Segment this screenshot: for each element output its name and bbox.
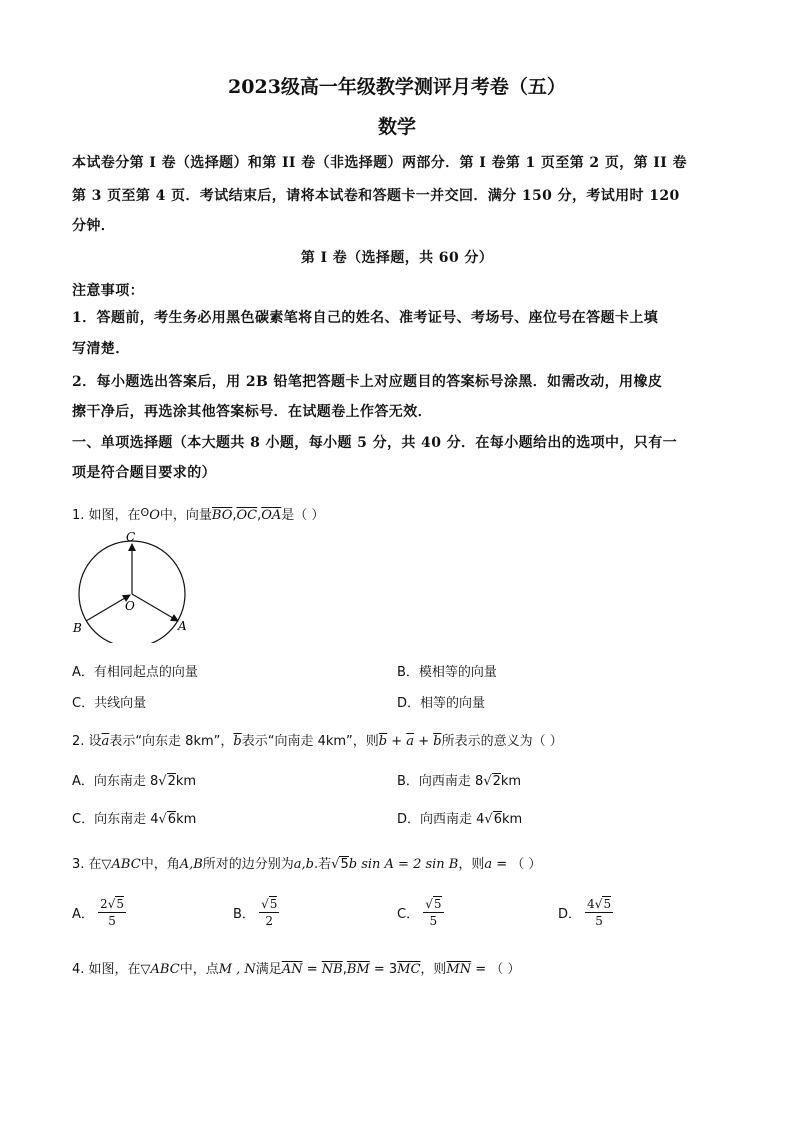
notes-heading: 注意事项：: [72, 283, 144, 299]
question-2-stem: 2. 设$\overline{a}$表示“向东走 8km”，$\overline{b}$表示“向南走 4km”，则$\overline{b} + \overline{a} + \overline{b}$所表示的意义为（ ）: [72, 734, 563, 749]
q2-option-d: D．向西南走 4√6km: [397, 812, 523, 827]
q3-option-d: D． $\frac{4√5}{5}$: [558, 897, 612, 928]
question-4-stem: 4. 如图，在▽ABC中，点M , N满足$\overline{AN} = \overline{NB},\overline{BM} = 3\overline{MC}$，则$\overline{MN}$ = （ ）: [72, 962, 521, 977]
q1-option-a: A．有相同起点的向量: [72, 665, 198, 680]
question-1-stem: 1. 如图，在$^ʘ$O中，向量$\overline{BO},\overline{OC},\overline{OA}$是（ ）: [72, 506, 325, 523]
note-1-line-2: 写清楚．: [72, 341, 130, 357]
q3-option-b: B． $\frac{√5}{2}$: [233, 897, 278, 928]
label-c: C: [126, 530, 136, 544]
vector-bo: [86, 595, 130, 621]
label-o: O: [125, 599, 135, 613]
subject-title: 数学: [377, 116, 416, 138]
section1-line-1: 一、单项选择题（本大题共 8 小题，每小题 5 分，共 40 分．在每小题给出的选项中，只有一: [72, 435, 678, 451]
note-2-line-1: 2．每小题选出答案后，用 2B 铅笔把答题卡上对应题目的答案标号涂黑．如需改动，用橡皮: [72, 374, 663, 390]
intro-line-1: 本试卷分第 I 卷（选择题）和第 II 卷（非选择题）两部分．第 I 卷第 1 页至第 2 页，第 II 卷: [72, 155, 687, 171]
part1-title: 第 I 卷（选择题，共 60 分）: [300, 250, 494, 266]
intro-line-2: 第 3 页至第 4 页．考试结束后，请将本试卷和答题卡一并交回．满分 150 分，考试用时 120: [72, 188, 680, 204]
q1-option-b: B．模相等的向量: [397, 665, 497, 680]
exam-title: 2023级高一年级教学测评月考卷（五）: [228, 76, 566, 98]
label-b: B: [73, 621, 82, 635]
q3-option-a: A． $\frac{2√5}{5}$: [72, 897, 124, 928]
intro-line-3: 分钟．: [72, 218, 116, 234]
q3-option-c: C． $\frac{√5}{5}$: [397, 897, 442, 928]
q2-option-b: B．向西南走 8√2km: [397, 774, 522, 789]
question-3-stem: 3. 在▽ABC中，角A,B所对的边分别为a,b.若√5b sin A = 2 sin B，则a = （ ）: [72, 857, 542, 872]
note-1-line-1: 1．答题前，考生务必用黑色碳素笔将自己的姓名、准考证号、考场号、座位号在答题卡上填: [72, 310, 659, 326]
label-a: A: [178, 619, 187, 633]
section1-line-2: 项是符合题目要求的）: [72, 465, 216, 481]
vector-oa: [132, 594, 178, 621]
note-2-line-2: 擦干净后，再选涂其他答案标号．在试题卷上作答无效．: [72, 404, 432, 420]
q1-option-c: C．共线向量: [72, 696, 147, 711]
question-1-circle-diagram: [70, 528, 195, 643]
q2-option-c: C．向东南走 4√6km: [72, 812, 197, 827]
q1-option-d: D．相等的向量: [397, 696, 486, 711]
q2-option-a: A．向东南走 8√2km: [72, 774, 197, 789]
